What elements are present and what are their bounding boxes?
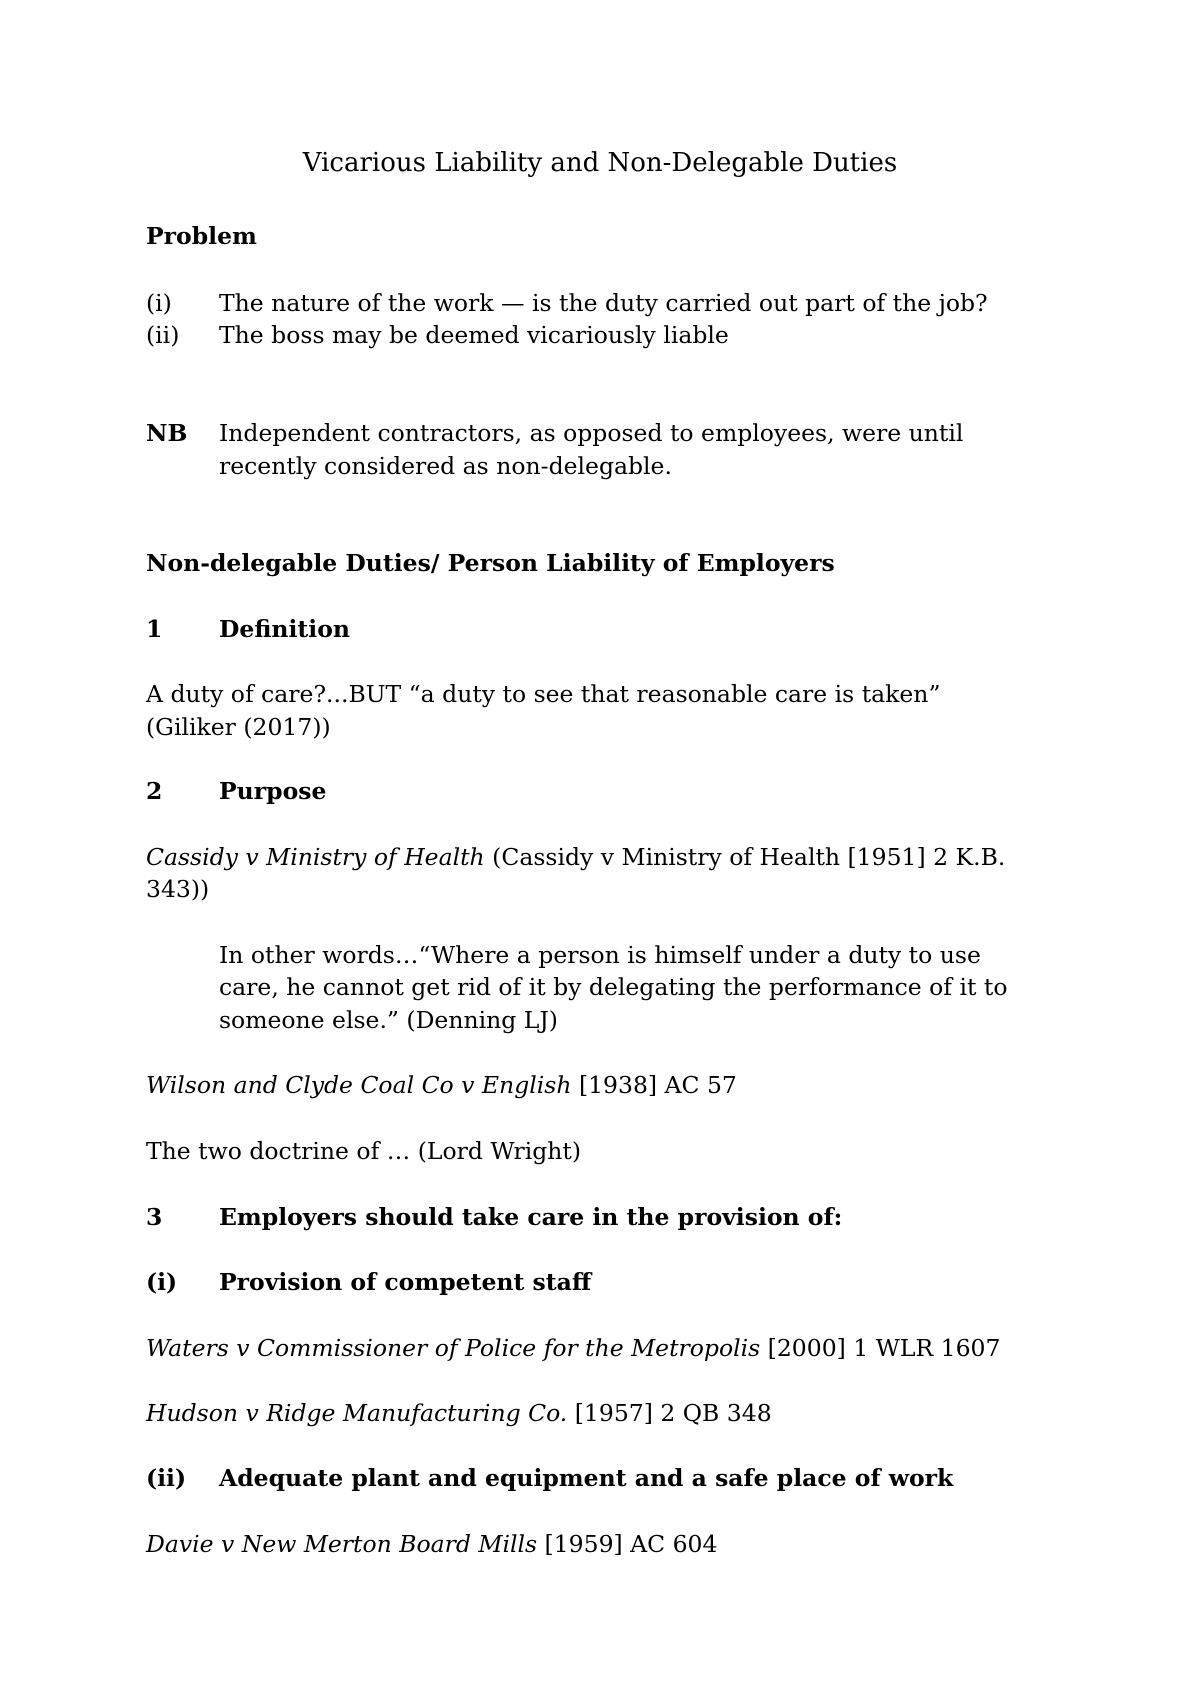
definition-heading: Definition (219, 615, 350, 643)
case-reference: (Cassidy v Ministry of Health [1951] 2 K.B. (484, 843, 1006, 871)
employers-heading: Employers should take care in the provision of: (219, 1203, 843, 1231)
nb-marker: NB (146, 419, 188, 447)
problem-heading: Problem (146, 222, 257, 250)
case-citation-cassidy-continued: 343)) (146, 875, 210, 903)
case-name: Davie v New Merton Board Mills (146, 1530, 538, 1558)
case-reference: [1959] AC 604 (537, 1530, 718, 1558)
document-title: Vicarious Liability and Non-Delegable Duties (302, 148, 898, 178)
section-heading: Non-delegable Duties/ Person Liability of Employers (146, 549, 835, 577)
employers-number: 3 (146, 1203, 163, 1231)
case-citation-cassidy (146, 841, 1005, 873)
case-reference: [2000] 1 WLR 1607 (760, 1334, 1001, 1362)
case-citation-wilson (146, 1069, 737, 1101)
definition-line-1: A duty of care?...BUT “a duty to see that reasonable care is taken” (146, 680, 941, 708)
case-name: Hudson v Ridge Manufacturing Co. (146, 1399, 568, 1427)
case-citation-hudson (146, 1397, 772, 1429)
problem-item-2-marker: (ii) (146, 321, 180, 349)
quote-line-3: someone else.” (Denning LJ) (219, 1006, 558, 1034)
case-name: Waters v Commissioner of Police for the Metropolis (146, 1334, 761, 1362)
case-name: Cassidy v Ministry of Health (146, 843, 485, 871)
case-citation-davie (146, 1528, 717, 1560)
doctrine-line: The two doctrine of … (Lord Wright) (146, 1137, 582, 1165)
definition-line-2: (Giliker (2017)) (146, 713, 331, 741)
case-reference: [1938] AC 57 (571, 1071, 737, 1099)
quote-line-2: care, he cannot get rid of it by delegating the performance of it to (219, 973, 1008, 1001)
quote-line-1: In other words…“Where a person is himself under a duty to use (219, 941, 981, 969)
purpose-number: 2 (146, 777, 163, 805)
sub-2-marker: (ii) (146, 1464, 187, 1492)
case-name: Wilson and Clyde Coal Co v English (146, 1071, 572, 1099)
case-reference: [1957] 2 QB 348 (567, 1399, 772, 1427)
nb-text-line-1: Independent contractors, as opposed to employees, were until (219, 419, 964, 447)
problem-item-1-marker: (i) (146, 289, 172, 317)
problem-item-2-text: The boss may be deemed vicariously liable (219, 321, 729, 349)
case-citation-waters (146, 1332, 1000, 1364)
definition-number: 1 (146, 615, 163, 643)
sub-2-heading: Adequate plant and equipment and a safe place of work (219, 1464, 954, 1492)
purpose-heading: Purpose (219, 777, 327, 805)
nb-text-line-2: recently considered as non-delegable. (219, 452, 672, 480)
problem-item-1-text: The nature of the work — is the duty carried out part of the job? (219, 289, 988, 317)
sub-1-marker: (i) (146, 1268, 178, 1296)
sub-1-heading: Provision of competent staff (219, 1268, 592, 1296)
